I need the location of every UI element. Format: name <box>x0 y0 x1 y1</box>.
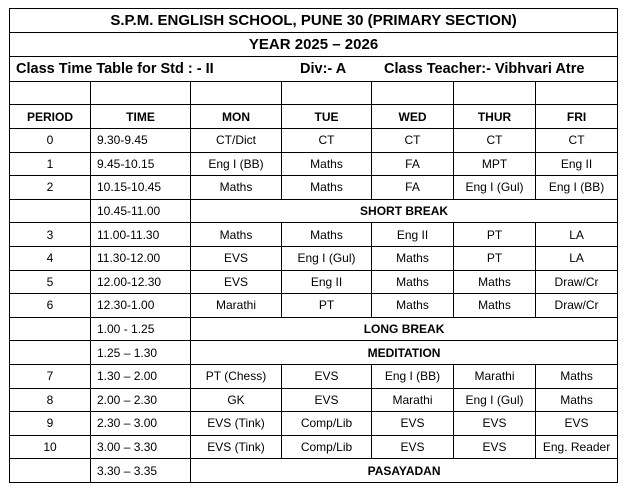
period-cell: 2 <box>10 176 91 200</box>
subject-cell-tue: Maths <box>282 152 372 176</box>
subject-cell-thur: EVS <box>454 412 536 436</box>
period-row <box>10 412 618 436</box>
subject-cell-wed: FA <box>372 176 454 200</box>
break-label: MEDITATION <box>191 341 618 365</box>
header-mon: MON <box>191 105 282 129</box>
subject-cell-fri: LA <box>536 246 618 270</box>
time-cell: 9.45-10.15 <box>91 152 191 176</box>
subject-cell-wed: FA <box>372 152 454 176</box>
subject-cell-mon: EVS <box>191 270 282 294</box>
subject-cell-fri: Maths <box>536 388 618 412</box>
period-row <box>10 270 618 294</box>
subject-cell-wed: EVS <box>372 435 454 459</box>
break-label: PASAYADAN <box>191 459 618 483</box>
div-label: Div:- A <box>300 61 347 77</box>
subject-cell-tue: Maths <box>282 223 372 247</box>
period-cell: 7 <box>10 364 91 388</box>
header-fri: FRI <box>536 105 618 129</box>
time-cell: 12.00-12.30 <box>91 270 191 294</box>
blank-row <box>10 82 618 105</box>
period-row <box>10 294 618 318</box>
subject-cell-wed: EVS <box>372 412 454 436</box>
subject-cell-tue: Eng I (Gul) <box>282 246 372 270</box>
time-cell: 3.00 – 3.30 <box>91 435 191 459</box>
period-cell: 6 <box>10 294 91 318</box>
period-row <box>10 435 618 459</box>
header-period: PERIOD <box>10 105 91 129</box>
subject-cell-fri: Eng I (BB) <box>536 176 618 200</box>
subject-cell-mon: CT/Dict <box>191 129 282 153</box>
period-row <box>10 129 618 153</box>
std-label: Class Time Table for Std : - II <box>16 61 214 77</box>
timetable <box>9 8 618 483</box>
subject-cell-thur: CT <box>454 129 536 153</box>
time-cell: 10.45-11.00 <box>91 199 191 223</box>
period-row <box>10 223 618 247</box>
subject-cell-mon: Eng I (BB) <box>191 152 282 176</box>
period-cell <box>10 459 91 483</box>
period-cell <box>10 341 91 365</box>
subject-cell-thur: PT <box>454 223 536 247</box>
header-wed: WED <box>372 105 454 129</box>
subject-cell-mon: GK <box>191 388 282 412</box>
subject-cell-fri: Eng II <box>536 152 618 176</box>
time-cell: 1.25 – 1.30 <box>91 341 191 365</box>
break-label: SHORT BREAK <box>191 199 618 223</box>
period-cell: 4 <box>10 246 91 270</box>
time-cell: 11.30-12.00 <box>91 246 191 270</box>
period-row <box>10 388 618 412</box>
subject-cell-tue: CT <box>282 129 372 153</box>
period-cell: 1 <box>10 152 91 176</box>
subject-cell-thur: MPT <box>454 152 536 176</box>
subject-cell-mon: Maths <box>191 176 282 200</box>
header-time: TIME <box>91 105 191 129</box>
subject-cell-fri: Maths <box>536 364 618 388</box>
subject-cell-fri: Eng. Reader <box>536 435 618 459</box>
subject-cell-mon: EVS <box>191 246 282 270</box>
subject-cell-fri: LA <box>536 223 618 247</box>
subject-cell-thur: Eng I (Gul) <box>454 176 536 200</box>
subject-cell-thur: PT <box>454 246 536 270</box>
period-cell: 10 <box>10 435 91 459</box>
break-row <box>10 459 618 483</box>
break-row <box>10 199 618 223</box>
subject-cell-tue: EVS <box>282 364 372 388</box>
subject-cell-tue: PT <box>282 294 372 318</box>
subject-cell-wed: Maths <box>372 270 454 294</box>
subject-cell-wed: Maths <box>372 246 454 270</box>
subject-cell-mon: Maths <box>191 223 282 247</box>
period-cell: 9 <box>10 412 91 436</box>
academic-year: YEAR 2025 – 2026 <box>10 33 618 57</box>
subject-cell-wed: CT <box>372 129 454 153</box>
time-cell: 2.30 – 3.00 <box>91 412 191 436</box>
time-cell: 1.30 – 2.00 <box>91 364 191 388</box>
subject-cell-mon: EVS (Tink) <box>191 412 282 436</box>
subject-cell-thur: EVS <box>454 435 536 459</box>
subject-cell-tue: Comp/Lib <box>282 435 372 459</box>
break-row <box>10 341 618 365</box>
subject-cell-wed: Marathi <box>372 388 454 412</box>
header-tue: TUE <box>282 105 372 129</box>
period-row <box>10 246 618 270</box>
subject-cell-fri: Draw/Cr <box>536 294 618 318</box>
break-row <box>10 317 618 341</box>
period-cell: 0 <box>10 129 91 153</box>
time-cell: 9.30-9.45 <box>91 129 191 153</box>
subject-cell-thur: Maths <box>454 294 536 318</box>
subject-cell-fri: Draw/Cr <box>536 270 618 294</box>
class-teacher-label: Class Teacher:- Vibhvari Atre <box>384 61 585 77</box>
time-cell: 2.00 – 2.30 <box>91 388 191 412</box>
period-cell: 5 <box>10 270 91 294</box>
school-title: S.P.M. ENGLISH SCHOOL, PUNE 30 (PRIMARY SECTION) <box>10 9 618 33</box>
subject-cell-tue: Eng II <box>282 270 372 294</box>
timetable-document <box>9 8 617 483</box>
time-cell: 12.30-1.00 <box>91 294 191 318</box>
subject-cell-tue: EVS <box>282 388 372 412</box>
time-cell: 10.15-10.45 <box>91 176 191 200</box>
break-label: LONG BREAK <box>191 317 618 341</box>
subject-cell-thur: Maths <box>454 270 536 294</box>
subject-cell-fri: CT <box>536 129 618 153</box>
period-cell: 8 <box>10 388 91 412</box>
subject-cell-tue: Comp/Lib <box>282 412 372 436</box>
time-cell: 3.30 – 3.35 <box>91 459 191 483</box>
subject-cell-wed: Eng II <box>372 223 454 247</box>
subject-cell-wed: Eng I (BB) <box>372 364 454 388</box>
subject-cell-mon: EVS (Tink) <box>191 435 282 459</box>
header-thur: THUR <box>454 105 536 129</box>
time-cell: 11.00-11.30 <box>91 223 191 247</box>
period-cell: 3 <box>10 223 91 247</box>
subject-cell-mon: Marathi <box>191 294 282 318</box>
subject-cell-thur: Eng I (Gul) <box>454 388 536 412</box>
period-row <box>10 176 618 200</box>
period-row <box>10 152 618 176</box>
subject-cell-fri: EVS <box>536 412 618 436</box>
subject-cell-wed: Maths <box>372 294 454 318</box>
subject-cell-thur: Marathi <box>454 364 536 388</box>
period-cell <box>10 317 91 341</box>
time-cell: 1.00 - 1.25 <box>91 317 191 341</box>
subject-cell-tue: Maths <box>282 176 372 200</box>
class-info <box>10 57 618 82</box>
subject-cell-mon: PT (Chess) <box>191 364 282 388</box>
header-row <box>10 105 618 129</box>
period-row <box>10 364 618 388</box>
period-cell <box>10 199 91 223</box>
